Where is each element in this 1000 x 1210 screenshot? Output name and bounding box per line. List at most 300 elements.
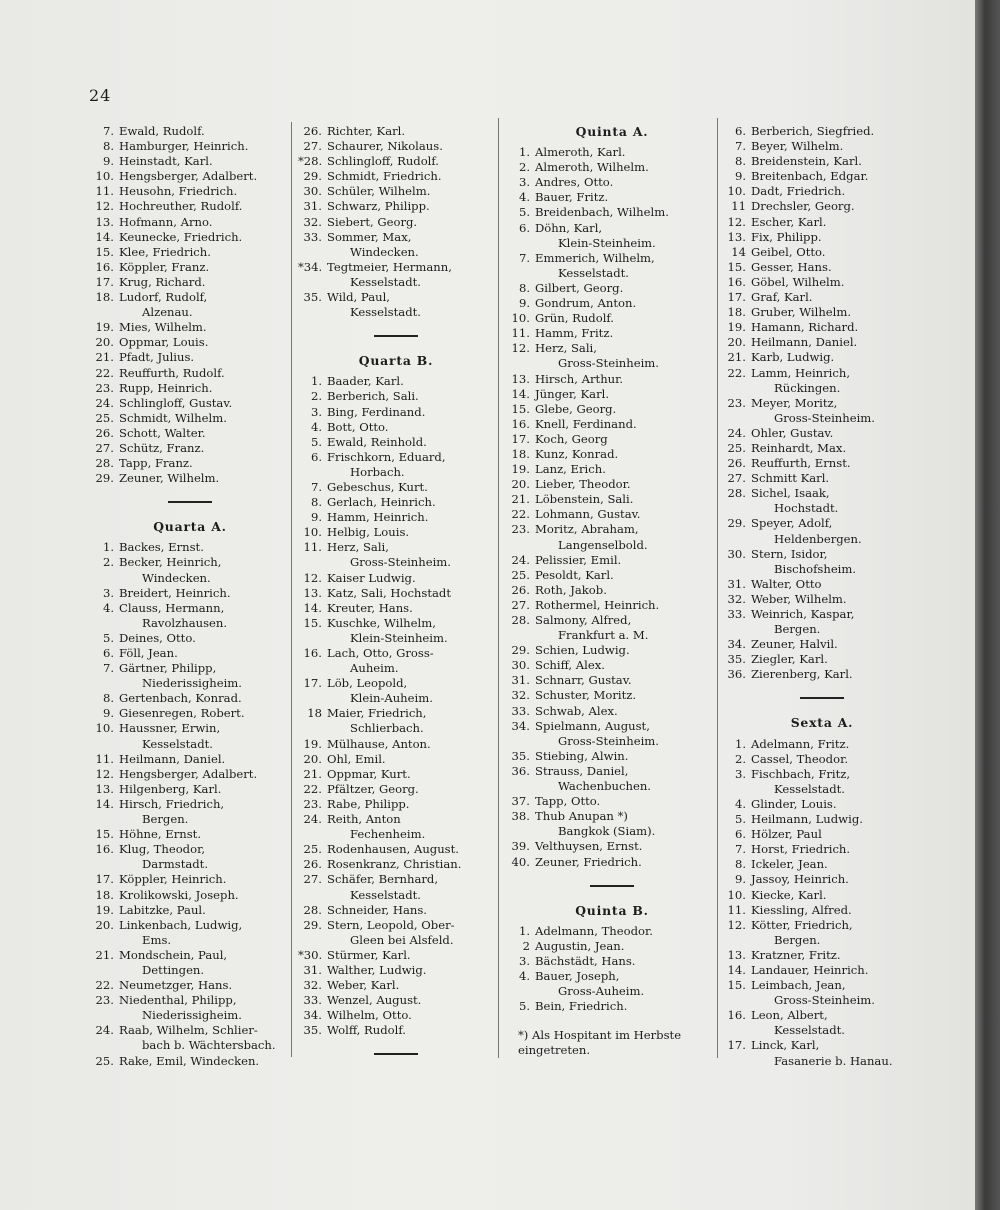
entry-number: 24. (511, 552, 530, 567)
entry-number: 28. (95, 456, 114, 471)
section-rule (168, 501, 212, 503)
entry-name: Wild, Paul, (327, 290, 390, 305)
entry-name: Schmidt, Friedrich. (327, 169, 442, 184)
list-item (722, 335, 922, 350)
entry-number: 13. (303, 585, 322, 600)
entry-number: 31. (727, 576, 746, 591)
entry-name: Bing, Ferdinand. (327, 404, 426, 419)
entry-number: 7. (102, 124, 114, 138)
list-item (506, 190, 718, 205)
entry-name: Tegtmeier, Hermann, (327, 259, 452, 274)
entry-number: 29. (303, 169, 322, 184)
entry-name: Hirsch, Arthur. (535, 371, 624, 386)
entry-name: Schuster, Moritz. (535, 688, 637, 703)
entry-name: Graf, Karl. (751, 290, 813, 305)
entry-number: 12. (95, 766, 114, 781)
entry-name: Gärtner, Philipp, (119, 661, 217, 676)
list-item (90, 426, 290, 441)
list-item (298, 812, 494, 827)
list-item (298, 260, 494, 275)
list-item (298, 540, 494, 555)
entry-name: Mondschein, Paul, (119, 947, 228, 962)
entry-number: 1. (310, 374, 322, 389)
entry-continuation: Dettingen. (142, 962, 205, 977)
entry-name: Föll, Jean. (119, 646, 178, 660)
entry-number: 11. (95, 751, 114, 766)
entry-number: 4. (518, 190, 530, 205)
list-item (722, 471, 922, 486)
entry-number: 6. (518, 220, 530, 235)
entry-number: 20. (95, 917, 114, 932)
entry-name: Kiessling, Alfred. (751, 902, 852, 917)
entry-continuation: Kesselstadt. (350, 305, 421, 320)
entry-number: 2. (102, 555, 114, 570)
entry-name: Rake, Emil, Windecken. (119, 1053, 260, 1068)
list-item (722, 1038, 922, 1053)
entry-continuation: Klein-Steinheim. (558, 235, 656, 250)
entry-name: Höhne, Ernst. (119, 827, 202, 842)
entry-name: Mies, Wilhelm. (119, 320, 207, 335)
entry-number: 26. (727, 456, 746, 471)
entry-name: Siebert, Georg. (327, 214, 418, 229)
entry-name: Breidenbach, Wilhelm. (535, 205, 669, 220)
list-item (506, 296, 718, 311)
entry-number: 36. (727, 667, 746, 682)
entry-name: Glinder, Louis. (751, 796, 837, 811)
list-item (722, 607, 922, 622)
entry-number: 8. (734, 857, 746, 872)
entry-number: 17. (303, 676, 322, 691)
entry-number: 10. (95, 721, 114, 736)
entry-name: Velthuysen, Ernst. (535, 839, 643, 854)
entry-name: Lohmann, Gustav. (535, 507, 641, 522)
entry-number: 20. (511, 477, 530, 492)
entry-number: 34. (727, 637, 746, 652)
entry-name: Berberich, Siegfried. (751, 124, 875, 138)
list-item (298, 948, 494, 963)
list-item (506, 794, 718, 809)
entry-name: Rosenkranz, Christian. (327, 857, 462, 872)
list-item (90, 411, 290, 426)
list-item (506, 954, 718, 969)
list-item (506, 719, 718, 734)
list-item (298, 918, 494, 933)
list-item (90, 782, 290, 797)
list-item (722, 215, 922, 230)
column-1 (90, 124, 290, 1069)
entry-continuation: Bergen. (142, 812, 189, 827)
entry-number: 16. (727, 1008, 746, 1023)
entry-name: Weber, Wilhelm. (751, 591, 847, 606)
list-item (298, 571, 494, 586)
entry-number: 10. (303, 525, 322, 540)
entry-number: 19. (95, 902, 114, 917)
entry-name: Göbel, Wilhelm. (751, 274, 845, 289)
entry-number: 11. (511, 326, 530, 341)
entry-name: Knell, Ferdinand. (535, 416, 637, 431)
entry-number: 32. (303, 978, 322, 993)
entry-number: 37. (511, 794, 530, 809)
entry-name: Kunz, Konrad. (535, 446, 619, 461)
entry-number: 5. (102, 630, 114, 645)
list-item (506, 341, 718, 356)
entry-number: 30. (511, 658, 530, 673)
list-item (298, 978, 494, 993)
entry-name: Andres, Otto. (535, 175, 614, 190)
list-item (298, 782, 494, 797)
entry-name: Schwab, Alex. (535, 703, 618, 718)
entry-name: Gerlach, Heinrich. (327, 495, 436, 510)
entry-continuation: Bischofsheim. (774, 561, 857, 576)
entry-number: 39. (511, 839, 530, 854)
entry-name: Hilgenberg, Karl. (119, 781, 222, 796)
entry-name: Ludorf, Rudolf, (119, 290, 208, 305)
entry-name: Speyer, Adolf, (751, 516, 833, 531)
list-item (506, 924, 718, 939)
entry-name: Roth, Jakob. (535, 582, 607, 597)
entry-continuation: Alzenau. (142, 305, 193, 320)
entry-continuation: Kesselstadt. (142, 736, 213, 751)
list-item (506, 764, 718, 779)
entry-name: Strauss, Daniel, (535, 763, 629, 778)
entry-name: Hengsberger, Adalbert. (119, 766, 258, 781)
entry-number: 17. (727, 1038, 746, 1053)
list-item (506, 402, 718, 417)
entry-name: Schüler, Wilhelm. (327, 184, 431, 199)
list-item (90, 215, 290, 230)
entry-number: 31. (511, 673, 530, 688)
list-item (506, 839, 718, 854)
entry-number: 13. (727, 947, 746, 962)
list-item (506, 447, 718, 462)
entry-name: Maier, Friedrich, (327, 706, 427, 721)
entry-name: Ickeler, Jean. (751, 857, 828, 872)
list-item (90, 320, 290, 335)
entry-name: Fix, Philipp. (751, 229, 822, 244)
entry-number: 33. (727, 607, 746, 621)
entry-number: 35. (727, 652, 746, 667)
list-item (506, 387, 718, 402)
entry-number: 4. (102, 600, 114, 615)
entry-name: Döhn, Karl, (535, 220, 603, 235)
list-item (506, 462, 718, 477)
entry-name: Drechsler, Georg. (751, 199, 855, 214)
entry-number: 11. (95, 184, 114, 199)
entry-number: 14. (511, 386, 530, 401)
list-item (506, 507, 718, 522)
list-item (298, 676, 494, 691)
entry-number: 22. (727, 365, 746, 380)
entry-name: Löbenstein, Sali. (535, 492, 634, 507)
entry-number: 28. (303, 902, 322, 917)
entry-name: Köppler, Heinrich. (119, 872, 227, 887)
list-item (298, 154, 494, 169)
entry-name: Rothermel, Heinrich. (535, 597, 660, 612)
entry-name: Sichel, Isaak, (751, 486, 830, 501)
entry-name: Oppmar, Kurt. (327, 766, 411, 781)
entry-number: 13. (727, 229, 746, 244)
entry-name: Walter, Otto (751, 576, 822, 591)
entry-continuation: Klein-Steinheim. (350, 630, 448, 645)
entry-number: 25. (95, 410, 114, 425)
entry-name: Frischkorn, Eduard, (327, 449, 446, 464)
entry-name: Horst, Friedrich. (751, 842, 851, 857)
entry-number: 4. (310, 419, 322, 434)
entry-name: Breitenbach, Edgar. (751, 169, 869, 184)
entry-name: Klug, Theodor, (119, 842, 206, 857)
entry-name: Kaiser Ludwig. (327, 570, 416, 585)
entry-name: Hamburger, Heinrich. (119, 139, 249, 154)
entry-name: Bein, Friedrich. (535, 999, 628, 1014)
footnote (506, 1028, 718, 1058)
entry-continuation: Ems. (142, 932, 172, 947)
entry-name: Rupp, Heinrich. (119, 380, 213, 395)
entry-number: 3. (518, 953, 530, 968)
entry-number: 8. (734, 154, 746, 169)
entry-name: Schien, Ludwig. (535, 643, 630, 658)
entry-name: Richter, Karl. (327, 124, 406, 138)
list-item (298, 586, 494, 601)
list-item (90, 245, 290, 260)
entry-number: 8. (518, 280, 530, 295)
entry-number: 24. (303, 812, 322, 827)
list-item (722, 827, 922, 842)
list-item (506, 688, 718, 703)
list-item (506, 749, 718, 764)
entry-number: 30. (727, 546, 746, 561)
entry-name: Reinhardt, Max. (751, 440, 847, 455)
list-item (506, 281, 718, 296)
list-item (506, 598, 718, 613)
entry-number: 18. (727, 305, 746, 320)
entry-continuation: Niederissigheim. (142, 1008, 242, 1023)
list-item (506, 643, 718, 658)
list-item (722, 547, 922, 562)
entry-name: Wilhelm, Otto. (327, 1008, 412, 1023)
entry-number: 33. (511, 703, 530, 718)
list-item (722, 366, 922, 381)
list-item (506, 175, 718, 190)
entry-continuation: Heldenbergen. (774, 531, 862, 546)
list-item (506, 492, 718, 507)
entry-name: Bauer, Fritz. (535, 190, 609, 205)
list-item (90, 441, 290, 456)
entry-number: 11. (727, 902, 746, 917)
entry-name: Niedenthal, Philipp, (119, 993, 237, 1008)
entry-number: 33. (303, 229, 322, 244)
entry-number: 28. (511, 613, 530, 627)
entry-number: 14. (727, 962, 746, 977)
entry-name: Gilbert, Georg. (535, 280, 624, 295)
list-item (90, 661, 290, 676)
list-item (506, 673, 718, 688)
entry-name: Leon, Albert, (751, 1008, 828, 1023)
list-item (298, 139, 494, 154)
section-rule (374, 1053, 418, 1055)
entry-name: Escher, Karl. (751, 214, 827, 229)
entry-continuation: Auheim. (350, 661, 399, 676)
list-item (298, 963, 494, 978)
entry-continuation: Kesselstadt. (558, 265, 629, 280)
entry-name: Hochreuther, Rudolf. (119, 199, 243, 214)
entry-continuation: Darmstadt. (142, 857, 209, 872)
entry-number: 27. (511, 597, 530, 612)
list-item (90, 396, 290, 411)
entry-continuation: Gross-Steinheim. (350, 555, 451, 570)
list-item (298, 510, 494, 525)
entry-number: 9. (102, 154, 114, 169)
entry-number: 15. (727, 978, 746, 993)
entry-number: 32. (511, 688, 530, 703)
list-item (722, 797, 922, 812)
list-item (298, 199, 494, 214)
entry-continuation: Gross-Steinheim. (558, 356, 659, 371)
entry-name: Landauer, Heinrich. (751, 962, 869, 977)
list-item (90, 230, 290, 245)
entry-name: Leimbach, Jean, (751, 978, 846, 993)
entry-number: 12. (727, 214, 746, 229)
list-item (90, 124, 290, 139)
section-rule (374, 335, 418, 337)
list-item (90, 540, 290, 555)
entry-name: Raab, Wilhelm, Schlier- (119, 1023, 258, 1038)
entry-name: Schwarz, Philipp. (327, 199, 430, 214)
entry-number: 19. (511, 462, 530, 477)
entry-name: Bott, Otto. (327, 419, 389, 434)
entry-number: 25. (303, 842, 322, 857)
entry-name: Pelissier, Emil. (535, 552, 622, 567)
entry-number: 3. (518, 175, 530, 190)
list-item (722, 350, 922, 365)
list-item (506, 221, 718, 236)
entry-name: Labitzke, Paul. (119, 902, 206, 917)
list-item (90, 948, 290, 963)
entry-name: Baader, Karl. (327, 374, 404, 389)
footnote-line: eingetreten. (518, 1043, 591, 1058)
section-heading: Sexta A. (790, 715, 854, 731)
list-item (90, 903, 290, 918)
entry-number: 23. (511, 522, 530, 537)
list-item (298, 797, 494, 812)
entry-continuation: Kesselstadt. (350, 274, 421, 289)
list-item (506, 969, 718, 984)
entry-name: Dadt, Friedrich. (751, 184, 846, 199)
entry-name: Kuschke, Wilhelm, (327, 615, 436, 630)
entry-number: *34. (298, 259, 323, 274)
list-item (722, 260, 922, 275)
entry-name: Karb, Ludwig. (751, 350, 835, 365)
entry-number: 29. (727, 516, 746, 531)
entry-name: Ewald, Reinhold. (327, 434, 427, 449)
entry-number: 15. (303, 615, 322, 630)
list-item (298, 706, 494, 721)
section-heading: Quinta B. (575, 902, 649, 918)
entry-continuation: Niederissigheim. (142, 676, 242, 691)
list-item (722, 842, 922, 857)
list-item (506, 145, 718, 160)
entry-number: 23. (95, 380, 114, 395)
entry-continuation: Langenselbold. (558, 537, 648, 552)
entry-number: 18. (95, 887, 114, 902)
list-item (90, 199, 290, 214)
entry-number: 32. (303, 214, 322, 229)
entry-number: 18. (511, 446, 530, 461)
list-item (298, 872, 494, 887)
entry-name: Zierenberg, Karl. (751, 667, 853, 682)
entry-number: 16. (95, 842, 114, 857)
list-item (90, 290, 290, 305)
entry-number: 10. (511, 311, 530, 326)
entry-number: 9. (734, 169, 746, 184)
list-item (722, 812, 922, 827)
entry-name: Kratzner, Fritz. (751, 947, 841, 962)
list-item (722, 230, 922, 245)
entry-name: Deines, Otto. (119, 630, 196, 645)
entry-name: Klee, Friedrich. (119, 244, 211, 259)
entry-number: 13. (95, 781, 114, 796)
list-item (298, 230, 494, 245)
section-heading: Quarta B. (358, 353, 434, 369)
entry-number: 33. (303, 993, 322, 1008)
entry-number: 24. (727, 425, 746, 440)
list-item (90, 260, 290, 275)
list-item (722, 441, 922, 456)
list-item (722, 872, 922, 887)
list-item (722, 978, 922, 993)
entry-number: 26. (303, 857, 322, 872)
entry-name: Tapp, Franz. (119, 456, 193, 471)
entry-number: 27. (303, 872, 322, 887)
list-item (90, 888, 290, 903)
entry-name: Linck, Karl, (751, 1038, 820, 1053)
list-item (722, 592, 922, 607)
entry-number: 7. (102, 661, 114, 676)
list-item (506, 477, 718, 492)
list-item (506, 658, 718, 673)
entry-number: 6. (310, 449, 322, 464)
entry-number: 26. (511, 582, 530, 597)
entry-name: Koch, Georg (535, 431, 608, 446)
entry-name: Weinrich, Kaspar, (751, 607, 855, 621)
list-item (90, 1023, 290, 1038)
list-item (298, 215, 494, 230)
list-item (506, 553, 718, 568)
entry-number: 13. (511, 371, 530, 386)
entry-name: Ohl, Emil. (327, 751, 386, 766)
entry-continuation: Hochstadt. (774, 501, 839, 516)
entry-name: Herz, Sali, (327, 540, 389, 555)
entry-number: 4. (518, 968, 530, 983)
entry-number: 5. (518, 999, 530, 1014)
entry-name: Lanz, Erich. (535, 462, 606, 477)
entry-continuation: Windecken. (350, 244, 419, 259)
entry-number: 1. (518, 145, 530, 160)
entry-name: Kiecke, Karl. (751, 887, 827, 902)
list-item (722, 124, 922, 139)
entry-name: Hirsch, Friedrich, (119, 796, 225, 811)
entry-number: 7. (734, 842, 746, 857)
list-item (90, 827, 290, 842)
entry-number: 20. (95, 335, 114, 350)
entry-name: Augustin, Jean. (535, 938, 625, 953)
list-item (298, 737, 494, 752)
list-item (298, 374, 494, 389)
list-item (298, 842, 494, 857)
entry-continuation: Windecken. (142, 570, 211, 585)
entry-continuation: Gross-Steinheim. (558, 733, 659, 748)
list-item (90, 154, 290, 169)
entry-name: Schlingloff, Gustav. (119, 395, 233, 410)
